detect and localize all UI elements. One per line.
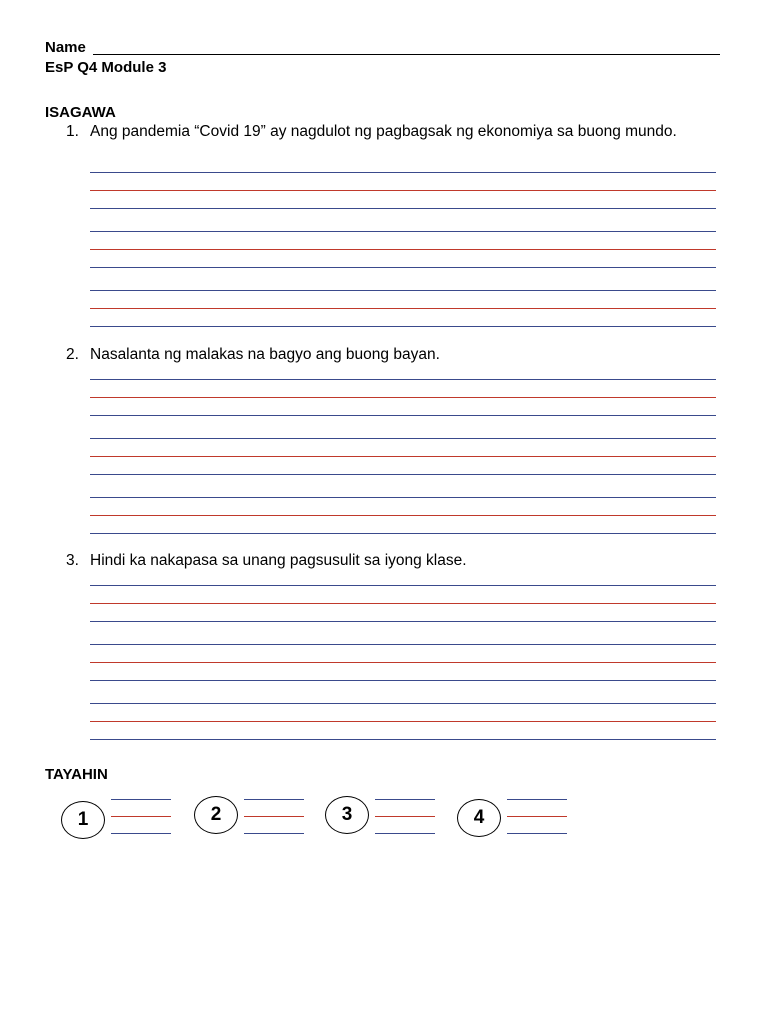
writing-line-top	[90, 644, 716, 645]
writing-line-mid	[90, 603, 716, 604]
writing-line-mid	[90, 515, 716, 516]
writing-line-top	[507, 799, 567, 800]
writing-line-bottom	[90, 621, 716, 622]
isagawa-heading: ISAGAWA	[45, 104, 116, 121]
item-number: 1.	[66, 123, 79, 140]
writing-line-top	[90, 497, 716, 498]
item-text: Hindi ka nakapasa sa unang pagsusulit sa iyong klase.	[90, 552, 467, 569]
writing-line-mid	[111, 816, 171, 817]
writing-line-top	[90, 231, 716, 232]
writing-line-bottom	[90, 208, 716, 209]
item-number: 2.	[66, 346, 79, 363]
item-text: Ang pandemia “Covid 19” ay nagdulot ng pagbagsak ng ekonomiya sa buong mundo.	[90, 123, 677, 140]
writing-line-bottom	[90, 739, 716, 740]
item-number: 3.	[66, 552, 79, 569]
writing-line-mid	[90, 662, 716, 663]
module-title: EsP Q4 Module 3	[45, 59, 167, 76]
tayahin-item-1	[61, 799, 181, 843]
item-text: Nasalanta ng malakas na bagyo ang buong bayan.	[90, 346, 440, 363]
writing-line-mid	[90, 308, 716, 309]
writing-line-top	[90, 703, 716, 704]
writing-line-bottom	[111, 833, 171, 834]
writing-line-top	[90, 290, 716, 291]
writing-line-mid	[375, 816, 435, 817]
number-circle: 3	[325, 796, 369, 834]
writing-line-top	[111, 799, 171, 800]
writing-line-top	[90, 585, 716, 586]
tayahin-item-4	[457, 799, 577, 843]
writing-line-bottom	[90, 267, 716, 268]
writing-line-bottom	[244, 833, 304, 834]
number-circle: 1	[61, 801, 105, 839]
writing-line-bottom	[90, 680, 716, 681]
writing-line-mid	[507, 816, 567, 817]
writing-line-bottom	[90, 326, 716, 327]
writing-line-mid	[90, 249, 716, 250]
name-label: Name	[45, 39, 86, 56]
tayahin-heading: TAYAHIN	[45, 766, 108, 783]
writing-line-bottom	[507, 833, 567, 834]
writing-line-mid	[244, 816, 304, 817]
writing-line-top	[375, 799, 435, 800]
writing-line-bottom	[375, 833, 435, 834]
writing-line-mid	[90, 456, 716, 457]
writing-line-top	[90, 379, 716, 380]
writing-line-bottom	[90, 474, 716, 475]
writing-line-mid	[90, 190, 716, 191]
tayahin-item-3	[325, 799, 445, 843]
name-field-line[interactable]	[93, 54, 720, 55]
writing-line-bottom	[90, 415, 716, 416]
writing-line-mid	[90, 721, 716, 722]
writing-line-bottom	[90, 533, 716, 534]
writing-line-top	[90, 172, 716, 173]
name-row	[45, 38, 720, 58]
tayahin-item-2	[194, 799, 314, 843]
number-circle: 2	[194, 796, 238, 834]
writing-line-top	[244, 799, 304, 800]
number-circle: 4	[457, 799, 501, 837]
writing-line-mid	[90, 397, 716, 398]
writing-line-top	[90, 438, 716, 439]
